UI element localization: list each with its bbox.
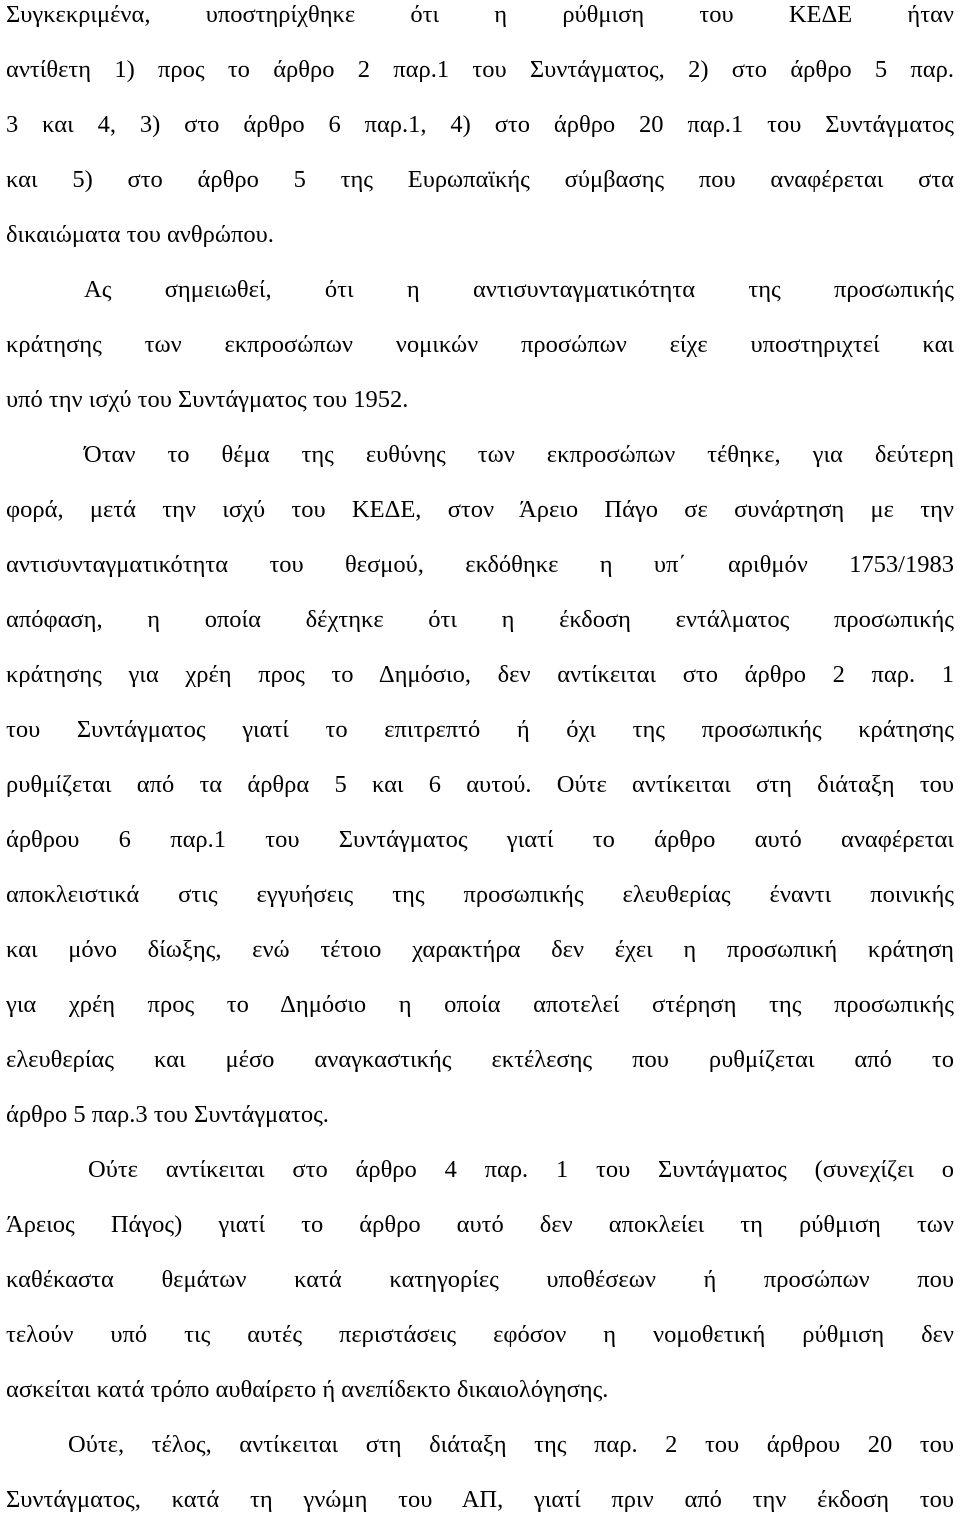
text-line: Όταν το θέμα της ευθύνης των εκπροσώπων τέθηκε, για δεύτερη [84, 441, 954, 468]
text-line: και μόνο δίωξης, ενώ τέτοιο χαρακτήρα δεν έχει η προσωπική κράτηση [6, 936, 954, 963]
text-line: ελευθερίας και μέσο αναγκαστικής εκτέλεσης που ρυθμίζεται από το [6, 1046, 954, 1073]
text-line: αποκλειστικά στις εγγυήσεις της προσωπικής ελευθερίας έναντι ποινικής [6, 881, 954, 908]
text-line: καθέκαστα θεμάτων κατά κατηγορίες υποθέσεων ή προσώπων που [6, 1266, 954, 1293]
text-line: άρθρο 5 παρ.3 του Συντάγματος. [6, 1101, 329, 1128]
text-line: Συντάγματος, κατά τη γνώμη του ΑΠ, γιατί πριν από την έκδοση του [6, 1486, 954, 1513]
text-line: κράτησης των εκπροσώπων νομικών προσώπων είχε υποστηριχτεί και [6, 331, 954, 358]
text-line: Ας σημειωθεί, ότι η αντισυνταγματικότητα της προσωπικής [84, 276, 954, 303]
text-line: τελούν υπό τις αυτές περιστάσεις εφόσον η νομοθετική ρύθμιση δεν [6, 1321, 954, 1348]
text-line: και 5) στο άρθρο 5 της Ευρωπαϊκής σύμβασης που αναφέρεται στα [6, 166, 954, 193]
text-line: Συγκεκριμένα, υποστηρίχθηκε ότι η ρύθμιση του ΚΕΔΕ ήταν [6, 1, 954, 28]
text-line: ασκείται κατά τρόπο αυθαίρετο ή ανεπίδεκτο δικαιολόγησης. [6, 1376, 609, 1403]
text-line: για χρέη προς το Δημόσιο η οποία αποτελεί στέρηση της προσωπικής [6, 991, 954, 1018]
text-line: απόφαση, η οποία δέχτηκε ότι η έκδοση εντάλματος προσωπικής [6, 606, 954, 633]
text-line: 3 και 4, 3) στο άρθρο 6 παρ.1, 4) στο άρθρο 20 παρ.1 του Συντάγματος [6, 111, 954, 138]
text-line: δικαιώματα του ανθρώπου. [6, 221, 274, 248]
text-line: του Συντάγματος γιατί το επιτρεπτό ή όχι της προσωπικής κράτησης [6, 716, 954, 743]
text-line: κράτησης για χρέη προς το Δημόσιο, δεν αντίκειται στο άρθρο 2 παρ. 1 [6, 661, 954, 688]
text-line: Άρειος Πάγος) γιατί το άρθρο αυτό δεν αποκλείει τη ρύθμιση των [6, 1211, 954, 1238]
text-line: αντισυνταγματικότητα του θεσμού, εκδόθηκε η υπ΄ αριθμόν 1753/1983 [6, 551, 954, 578]
text-line: Ούτε, τέλος, αντίκειται στη διάταξη της παρ. 2 του άρθρου 20 του [68, 1431, 954, 1458]
text-line: ρυθμίζεται από τα άρθρα 5 και 6 αυτού. Ούτε αντίκειται στη διάταξη του [6, 771, 954, 798]
text-line: αντίθετη 1) προς το άρθρο 2 παρ.1 του Συντάγματος, 2) στο άρθρο 5 παρ. [6, 56, 954, 83]
text-line: υπό την ισχύ του Συντάγματος του 1952. [6, 386, 409, 413]
text-line: άρθρου 6 παρ.1 του Συντάγματος γιατί το άρθρο αυτό αναφέρεται [6, 826, 954, 853]
text-line: φορά, μετά την ισχύ του ΚΕΔΕ, στον Άρειο Πάγο σε συνάρτηση με την [6, 496, 954, 523]
text-line: Ούτε αντίκειται στο άρθρο 4 παρ. 1 του Συντάγματος (συνεχίζει ο [88, 1156, 954, 1183]
